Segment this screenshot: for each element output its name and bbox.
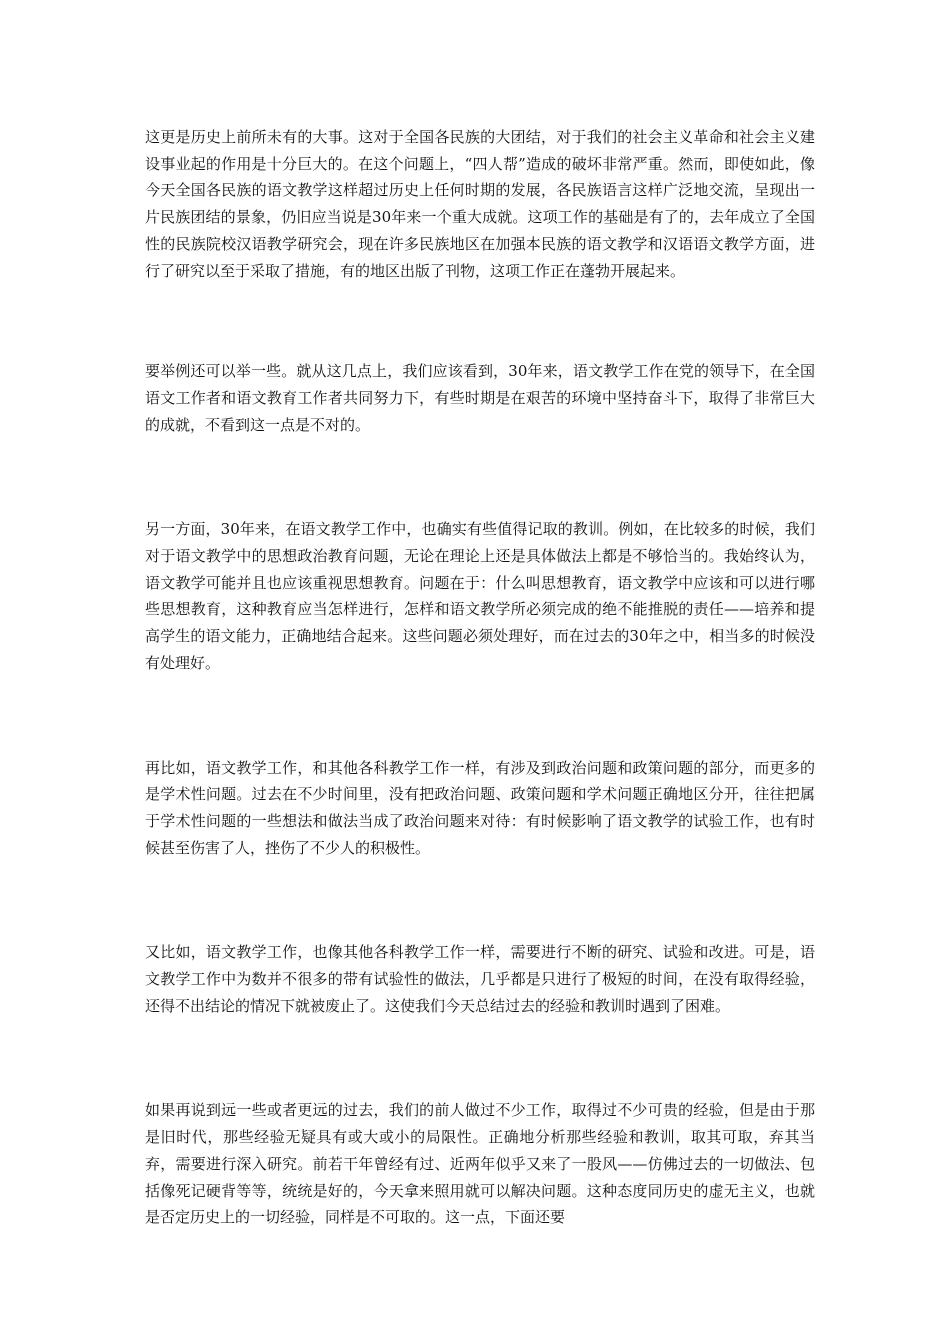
paragraph-5: 又比如，语文教学工作，也像其他各科教学工作一样，需要进行不断的研究、试验和改进。可是，语文教学工作中为数并不很多的带有试验性的做法，几乎都是只进行了极短的时间，在没有取得经验，还得不出结论的情况下就被废止了。这使我们今天总结过去的经验和教训时遇到了困难。 (145, 943, 815, 1015)
paragraph-1: 这更是历史上前所未有的大事。这对于全国各民族的大团结，对于我们的社会主义革命和社会主义建设事业起的作用是十分巨大的。在这个问题上，“四人帮”造成的破坏非常严重。然而，即使如此，像今天全国各民族的语文教学这样超过历史上任何时期的发展，各民族语言这样广泛地交流，呈现出一片民族团结的景象，仍旧应当说是30年来一个重大成就。这项工作的基础是有了的，去年成立了全国性的民族院校汉语教学研究会，现在许多民族地区在加强本民族的语文教学和汉语语文教学方面，进行了研究以至于采取了措施，有的地区出版了刊物，这项工作正在蓬勃开展起来。 (145, 128, 815, 280)
paragraph-6: 如果再说到远一些或者更远的过去，我们的前人做过不少工作，取得过不少可贵的经验，但是由于那是旧时代，那些经验无疑具有或大或小的局限性。正确地分析那些经验和教训，取其可取，弃其当弃，需要进行深入研究。前若干年曾经有过、近两年似乎又来了一股风——仿佛过去的一切做法、包括像死记硬背等等，统统是好的，今天拿来照用就可以解决问题。这种态度同历史的虚无主义，也就是否定历史上的一切经验，同样是不可取的。这一点，下面还要 (145, 1101, 815, 1227)
paragraph-2: 要举例还可以举一些。就从这几点上，我们应该看到，30年来，语文教学工作在党的领导下，在全国语文工作者和语文教育工作者共同努力下，有些时期是在艰苦的环境中坚持奋斗下，取得了非常巨大的成就，不看到这一点是不对的。 (145, 362, 815, 434)
paragraph-4: 再比如，语文教学工作，和其他各科教学工作一样，有涉及到政治问题和政策问题的部分，而更多的是学术性问题。过去在不少时间里，没有把政治问题、政策问题和学术问题正确地区分开，往往把属于学术性问题的一些想法和做法当成了政治问题来对待：有时候影响了语文教学的试验工作，也有时候甚至伤害了人，挫伤了不少人的积极性。 (145, 758, 815, 857)
paragraph-3: 另一方面，30年来，在语文教学工作中，也确实有些值得记取的教训。例如，在比较多的时候，我们对于语文教学中的思想政治教育问题，无论在理论上还是具体做法上都是不够恰当的。我始终认为，语文教学可能并且也应该重视思想教育。问题在于：什么叫思想教育，语文教学中应该和可以进行哪些思想教育，这种教育应当怎样进行，怎样和语文教学所必须完成的绝不能推脱的责任——培养和提高学生的语文能力，正确地结合起来。这些问题必须处理好，而在过去的30年之中，相当多的时候没有处理好。 (145, 520, 815, 672)
document-body (145, 120, 815, 1231)
